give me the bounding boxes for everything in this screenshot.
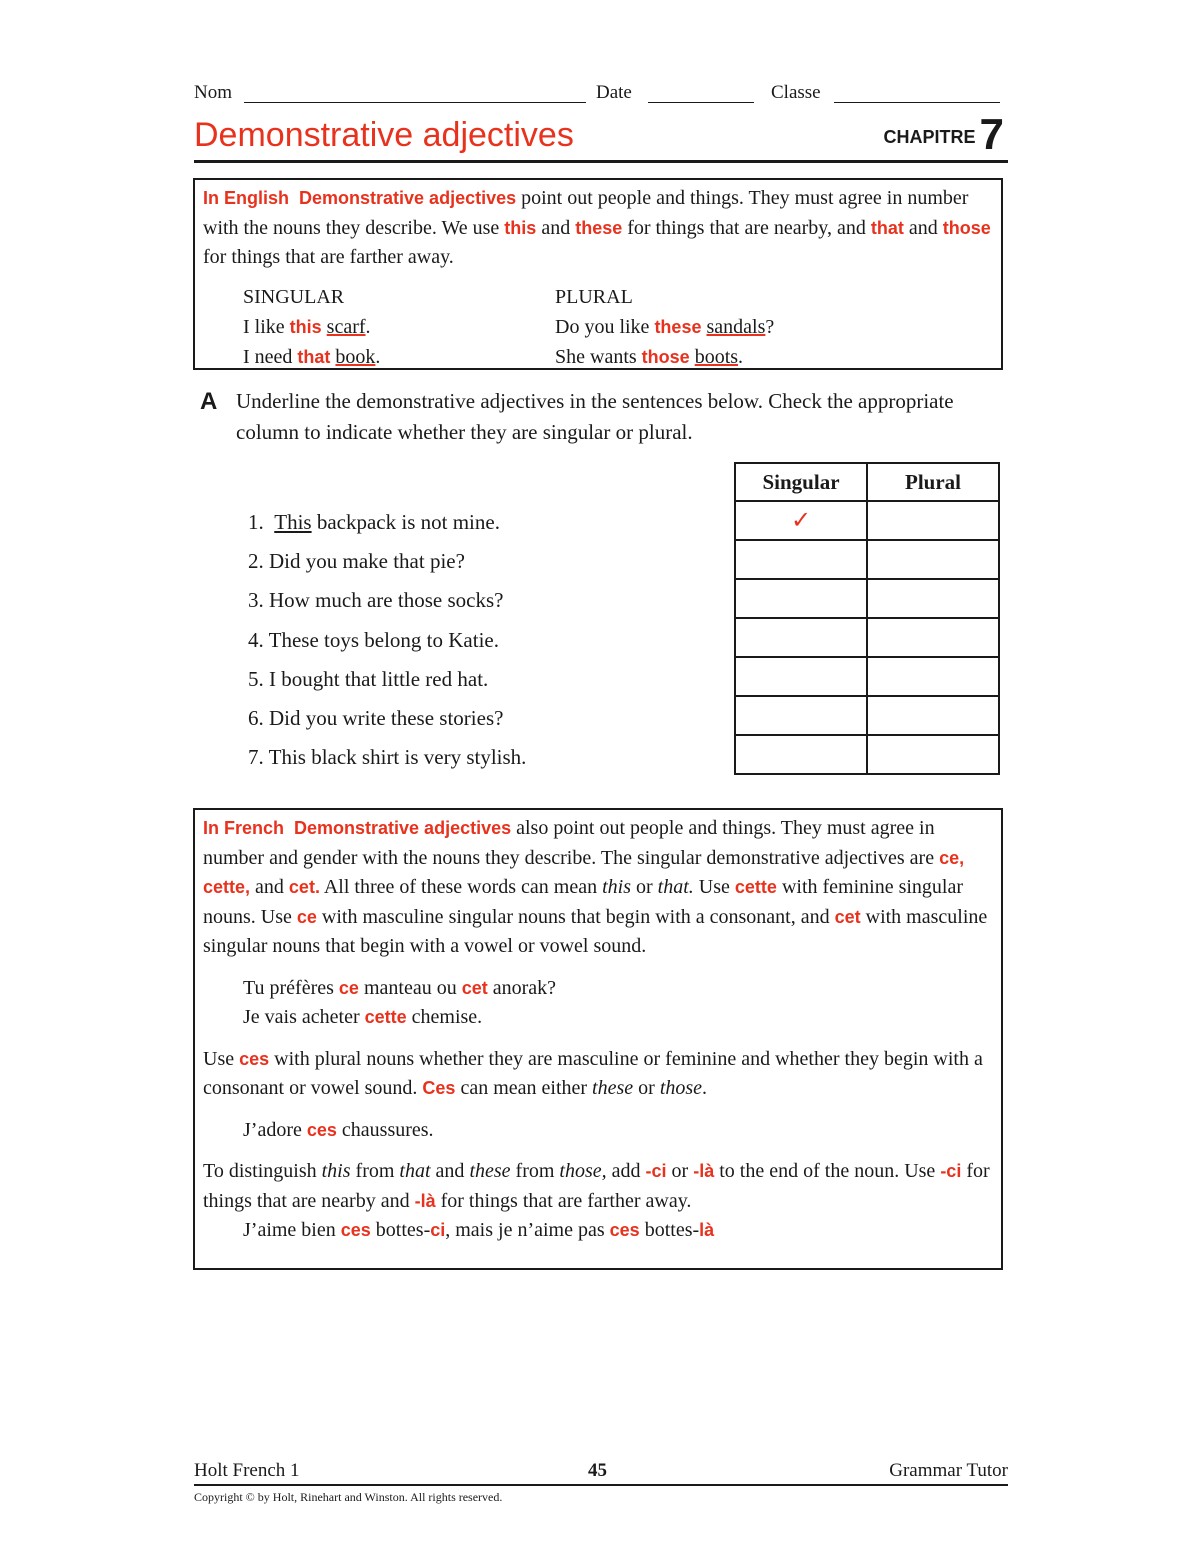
singular-column: [243, 283, 380, 373]
keyword: cet: [461, 977, 488, 998]
table-row: [735, 696, 999, 735]
plural-example-2: [555, 343, 774, 373]
sentence-7[interactable]: 7. This black shirt is very stylish.: [248, 745, 527, 770]
text: also point out people and things. They must agree in number and gender with the nouns they describe. The singular demonstrative adjectives are: [203, 817, 940, 869]
keyword: ces: [609, 1220, 640, 1240]
answer-cell[interactable]: [867, 501, 999, 540]
text: Use: [693, 876, 735, 898]
term: Demonstrative adjectives: [294, 818, 512, 838]
keyword: cette: [364, 1007, 407, 1027]
sentence-2[interactable]: 2. Did you make that pie?: [248, 549, 465, 574]
answer-cell[interactable]: [735, 657, 867, 696]
answer-cell[interactable]: [735, 696, 867, 735]
italic-word: those: [659, 1077, 703, 1099]
sentence-4[interactable]: 4. These toys belong to Katie.: [248, 627, 499, 652]
keyword: là: [699, 1220, 715, 1240]
keyword: ces: [239, 1048, 270, 1069]
keyword: ci: [430, 1220, 446, 1240]
french-example-1: [243, 974, 993, 1004]
term: Demonstrative adjectives: [299, 188, 517, 208]
english-paragraph: [203, 184, 993, 273]
footer-book-title: Holt French 1: [194, 1460, 300, 1481]
footer-series-title: Grammar Tutor: [889, 1460, 1008, 1481]
date-blank: [648, 102, 754, 103]
french-example-2: [243, 1003, 993, 1033]
copyright-notice: Copyright © by Holt, Rinehart and Winston. All rights reserved.: [194, 1490, 503, 1504]
french-example-3: [203, 1116, 993, 1146]
class-blank: [834, 102, 1000, 103]
text: to the end of the noun. Use: [714, 1160, 941, 1182]
keyword: that: [870, 217, 904, 238]
italic-word: these: [469, 1160, 511, 1182]
plural-column: [555, 283, 774, 373]
text: with plural nouns whether they are masculine or feminine and whether they begin with a consonant or vowel sound.: [203, 1047, 983, 1099]
keyword: ce: [296, 906, 317, 927]
table-header-row: [735, 463, 999, 501]
table-row: [735, 540, 999, 579]
italic-word: these: [592, 1077, 634, 1099]
page-number: 45: [588, 1460, 607, 1481]
answer-cell[interactable]: [867, 579, 999, 618]
text: and: [250, 876, 289, 898]
noun: boots: [694, 345, 739, 368]
text: for things that are nearby, and: [622, 216, 871, 239]
text: J’aime bien: [243, 1219, 341, 1241]
text: with masculine singular nouns that begin with a vowel or vowel sound.: [203, 905, 988, 957]
chapter-heading: [884, 110, 1005, 160]
sentence-5[interactable]: 5. I bought that little red hat.: [248, 666, 489, 691]
text: for things that are farther away.: [435, 1189, 692, 1212]
name-blank: [244, 102, 586, 103]
table-row: [735, 579, 999, 618]
exercise-letter: A: [200, 388, 218, 415]
french-example-4: [203, 1216, 993, 1246]
keyword: -ci: [940, 1161, 962, 1181]
answer-table: [734, 462, 1000, 775]
in-french-label: In French: [203, 818, 285, 838]
chapter-label: CHAPITRE: [883, 127, 976, 147]
text: I need: [243, 345, 298, 368]
singular-example-1: [243, 313, 380, 343]
text: and: [430, 1160, 470, 1182]
answer-cell[interactable]: [735, 735, 867, 774]
text: chemise.: [406, 1006, 483, 1028]
keyword: cette: [734, 877, 777, 897]
answer-cell[interactable]: [735, 618, 867, 657]
exercise-instructions: Underline the demonstrative adjectives in the sentences below. Check the appropriate column to indicate whether they are singular or plural.: [236, 389, 954, 444]
keyword: -ci: [645, 1161, 667, 1181]
plural-example-1: [555, 313, 774, 343]
keyword: ces: [306, 1119, 337, 1140]
text: J’adore: [243, 1118, 307, 1141]
sentence-number: 1.: [248, 510, 264, 534]
keyword: these: [654, 316, 702, 337]
text: with masculine singular nouns that begin with a consonant, and: [316, 905, 835, 928]
text: or: [631, 876, 658, 898]
title-row: [194, 112, 1008, 163]
date-label: Date: [596, 82, 632, 103]
keyword: -là: [414, 1190, 436, 1211]
text: anorak?: [487, 976, 557, 999]
text: can mean either: [455, 1077, 593, 1099]
text: ?: [765, 315, 775, 338]
text: backpack is not mine.: [311, 510, 500, 534]
text: Je vais acheter: [243, 1006, 365, 1028]
text: , mais je n’aime pas: [445, 1219, 610, 1241]
italic-word: that.: [657, 876, 694, 898]
sentence-3[interactable]: 3. How much are those socks?: [248, 588, 504, 613]
english-examples: [203, 283, 993, 373]
answer-cell[interactable]: [867, 657, 999, 696]
french-explanation-box: [193, 808, 1003, 1270]
noun: sandals: [706, 315, 766, 338]
italic-word: that: [399, 1160, 431, 1182]
sentence-1: [248, 504, 526, 543]
text: Use: [203, 1047, 240, 1070]
keyword: Ces: [422, 1078, 456, 1098]
text: and: [903, 216, 943, 239]
text: and: [536, 216, 576, 239]
keyword: cet.: [288, 877, 320, 897]
text: with feminine singular nouns. Use: [203, 876, 964, 928]
text: bottes-: [370, 1219, 431, 1241]
answer-cell[interactable]: [867, 618, 999, 657]
noun: scarf: [326, 315, 366, 338]
keyword: -là: [693, 1161, 715, 1181]
exercise-sentences: [248, 504, 526, 778]
keyword: those: [942, 217, 991, 238]
singular-heading: SINGULAR: [243, 285, 345, 308]
italic-word: this: [321, 1160, 351, 1182]
keyword: these: [575, 217, 623, 238]
table-row: [735, 618, 999, 657]
keyword: this: [504, 217, 537, 238]
answer-cell[interactable]: [867, 540, 999, 579]
answer-cell[interactable]: [867, 735, 999, 774]
keyword: ces: [340, 1220, 371, 1240]
sentence-6[interactable]: 6. Did you write these stories?: [248, 705, 504, 730]
singular-column-header: Singular: [735, 463, 867, 501]
singular-example-2: [243, 343, 380, 373]
text: .: [702, 1077, 708, 1099]
text: .: [365, 315, 371, 338]
plural-heading: PLURAL: [555, 285, 633, 308]
noun: book: [335, 345, 376, 368]
page-title: Demonstrative adjectives: [194, 116, 574, 154]
text: All three of these words can mean: [319, 876, 603, 898]
french-paragraph-3: [203, 1157, 993, 1216]
name-date-class-line: [194, 80, 1006, 106]
keyword: ce, cette,: [203, 847, 965, 897]
check-icon[interactable]: ✓: [735, 501, 867, 540]
italic-word: those,: [559, 1160, 607, 1182]
text: .: [375, 345, 381, 368]
text: manteau ou: [358, 976, 462, 999]
text: .: [738, 345, 744, 368]
text: or: [666, 1160, 694, 1182]
answer-cell[interactable]: [867, 696, 999, 735]
text: She wants: [555, 345, 642, 368]
in-english-label: In English: [203, 188, 290, 208]
text: Tu préfères: [243, 976, 339, 999]
keyword: this: [289, 316, 322, 337]
answer-cell[interactable]: [735, 579, 867, 618]
keyword: ce: [338, 977, 359, 998]
text: add: [606, 1160, 646, 1182]
underlined-answer[interactable]: This: [274, 510, 312, 534]
french-paragraph-2: [203, 1045, 993, 1104]
french-example-group-1: [203, 974, 993, 1033]
table-row: [735, 657, 999, 696]
text: To distinguish: [203, 1160, 322, 1182]
name-label: Nom: [194, 82, 232, 103]
text: Do you like: [555, 315, 655, 338]
english-explanation-box: [193, 178, 1003, 370]
keyword: that: [297, 346, 331, 367]
text: bottes-: [639, 1219, 700, 1241]
text: or: [633, 1077, 660, 1099]
text: I like: [243, 315, 290, 338]
table-row: [735, 735, 999, 774]
text: from: [350, 1160, 400, 1182]
italic-word: this: [602, 876, 631, 898]
text: chaussures.: [336, 1118, 434, 1141]
page-footer: [194, 1458, 1008, 1486]
answer-cell[interactable]: [735, 540, 867, 579]
text: point out people and things. They must agree in number with the nouns they describe. We use: [203, 187, 969, 239]
french-paragraph-1: [203, 814, 993, 962]
text: for things that are farther away.: [203, 246, 454, 268]
text: from: [510, 1160, 560, 1182]
table-row: [735, 501, 999, 540]
keyword: cet: [834, 906, 861, 927]
text: for things that are nearby and: [203, 1160, 990, 1212]
plural-column-header: Plural: [867, 463, 999, 501]
keyword: those: [641, 346, 690, 367]
chapter-number: 7: [979, 110, 1004, 159]
class-label: Classe: [771, 82, 821, 103]
